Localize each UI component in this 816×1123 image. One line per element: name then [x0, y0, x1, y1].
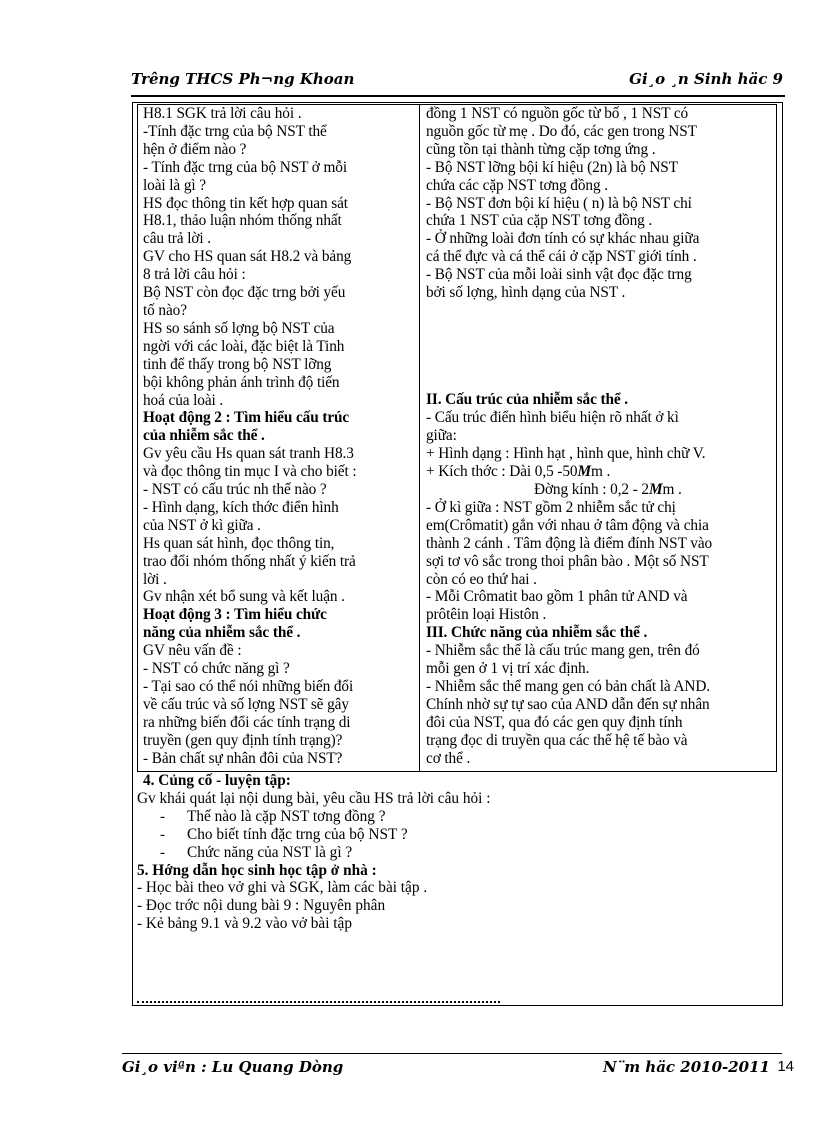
- left-line: - Bản chất sự nhân đôi của NST?: [143, 749, 343, 767]
- homework-item: - Học bài theo vở ghi và SGK, làm các bài tập .: [137, 879, 428, 897]
- header-subject: Gi¸o ¸n Sinh häc 9: [629, 70, 783, 88]
- right-line: giữa:: [426, 427, 457, 445]
- content-column: [426, 105, 776, 768]
- left-line: ra những biến đổi các tính trạng di: [143, 713, 351, 731]
- right-line: - Ở kì giữa : NST gồm 2 nhiễm sắc tử chị: [426, 498, 676, 516]
- right-line: + Hình dạng : Hình hạt , hình que, hình chữ V.: [426, 445, 706, 463]
- right-line: bởi số lợng, hình dạng của NST .: [426, 284, 626, 302]
- bullet-dash: -: [160, 807, 166, 825]
- right-line: chứa các cặp NST tơng đồng .: [426, 176, 608, 194]
- question-text: Thế nào là cặp NST tơng đồng ?: [187, 807, 386, 825]
- left-line: H8.1, thảo luận nhóm thống nhất: [143, 212, 342, 230]
- section-ii-heading: II. Cấu trúc của nhiễm sắc thể .: [426, 391, 629, 409]
- left-line: trao đổi nhóm thống nhất ý kiến trả: [143, 552, 356, 570]
- left-line: truyền (gen quy định tính trạng)?: [143, 731, 343, 749]
- homework-item: - Đọc trớc nội dung bài 9 : Nguyên phân: [137, 897, 386, 915]
- left-line: về cấu trúc và số lợng NST sẽ gây: [143, 695, 349, 713]
- left-line: của NST ở kì giữa .: [143, 516, 261, 534]
- left-line: GV cho HS quan sát H8.2 và bảng: [143, 248, 352, 266]
- left-line: hoá của loài .: [143, 391, 224, 409]
- right-line: - Bộ NST đơn bội kí hiệu ( n) là bộ NST chỉ: [426, 194, 692, 212]
- question-text: Cho biết tính đặc trng của bộ NST ?: [187, 825, 408, 843]
- left-line: -Tính đặc trng của bộ NST thể: [143, 122, 327, 140]
- header-rule: [131, 95, 785, 97]
- section-4-title: 4. Củng cố - luyện tập:: [143, 772, 291, 789]
- question-item: [137, 808, 777, 826]
- right-line: - Nhiễm sắc thể mang gen có bản chất là AND.: [426, 677, 711, 695]
- footer-rule: [122, 1053, 782, 1054]
- right-line: prôtêin loại Histôn .: [426, 606, 547, 624]
- question-item: [137, 844, 777, 862]
- section-iii-heading: III. Chức năng của nhiễm sắc thể .: [426, 624, 648, 642]
- footer-teacher: Gi¸o viªn : Lu Quang Dòng: [122, 1058, 344, 1076]
- spacer: [426, 302, 776, 392]
- right-line: đôi của NST, qua đó các gen quy định tính: [426, 713, 683, 731]
- left-line: HS đọc thông tin kết hợp quan sát: [143, 194, 348, 212]
- right-line: - Bộ NST của mỗi loài sinh vật đọc đặc trng: [426, 266, 692, 284]
- dotted-rule: [137, 1001, 500, 1003]
- header-school: Trêng THCS Ph¬ng Khoan: [131, 70, 355, 88]
- right-line: cơ thể .: [426, 749, 471, 767]
- left-line: H8.1 SGK trả lời câu hỏi .: [143, 105, 302, 122]
- bullet-dash: -: [160, 843, 166, 861]
- size-diameter-line: [426, 481, 776, 499]
- question-text: Chức năng của NST là gì ?: [187, 843, 353, 861]
- right-line: - Cấu trúc điển hình biểu hiện rõ nhất ở kì: [426, 409, 679, 427]
- right-line: nguồn gốc từ mẹ . Do đó, các gen trong NST: [426, 122, 697, 140]
- length-label: + Kích thớc : Dài 0,5 -50: [426, 463, 578, 481]
- right-line: - Mỗi Crômatit bao gồm 1 phân tử AND và: [426, 588, 688, 606]
- left-line: tinh để thấy trong bộ NST lỡng: [143, 355, 332, 373]
- column-divider: [419, 105, 420, 771]
- left-line: Bộ NST còn đọc đặc trng bởi yếu: [143, 284, 346, 302]
- activity-2-heading: Hoạt động 2 : Tìm hiểu cấu trúc: [143, 409, 350, 427]
- left-line: GV nêu vấn đề :: [143, 642, 242, 660]
- left-line: - NST có cấu trúc nh thế nào ?: [143, 481, 327, 499]
- activity-2-heading: của nhiễm sắc thể .: [143, 427, 265, 445]
- left-line: ngời với các loài, đặc biệt là Tinh: [143, 337, 345, 355]
- right-line: còn có eo thứ hai .: [426, 570, 537, 588]
- footer-year: N¨m häc 2010-2011: [602, 1058, 770, 1076]
- left-line: - NST có chức năng gì ?: [143, 660, 290, 678]
- left-line: lời .: [143, 570, 167, 588]
- left-line: câu trả lời .: [143, 230, 211, 248]
- homework-item: - Kẻ bảng 9.1 và 9.2 vào vở bài tập: [137, 915, 352, 933]
- section-4-intro: Gv khái quát lại nội dung bài, yêu cầu HS trả lời câu hỏi :: [137, 789, 491, 807]
- micro-symbol: M: [648, 481, 663, 498]
- question-item: [137, 826, 777, 844]
- teacher-student-column: [143, 105, 415, 768]
- summary-section: [137, 772, 777, 933]
- right-line: cũng tồn tại thành từng cặp tơng ứng .: [426, 140, 656, 158]
- unit-suffix: m .: [662, 481, 682, 498]
- page-number: 14: [777, 1058, 794, 1075]
- unit-suffix: m .: [590, 463, 611, 481]
- right-line: chứa 1 NST của cặp NST tơng đồng .: [426, 212, 653, 230]
- activity-3-heading: Hoạt động 3 : Tìm hiểu chức: [143, 606, 327, 624]
- section-5-title: 5. Hớng dẫn học sinh học tập ở nhà :: [137, 861, 377, 879]
- left-line: và đọc thông tin mục I và cho biết :: [143, 463, 357, 481]
- right-line: đồng 1 NST có nguồn gốc từ bố , 1 NST có: [426, 105, 689, 122]
- bullet-dash: -: [160, 825, 166, 843]
- right-line: - Nhiễm sắc thể là cấu trúc mang gen, trên đó: [426, 642, 700, 660]
- left-line: Hs quan sát hình, đọc thông tin,: [143, 534, 335, 552]
- right-line: em(Crômatit) gắn với nhau ở tâm động và chia: [426, 516, 709, 534]
- size-length-line: [426, 463, 776, 481]
- right-line: Chính nhờ sự tự sao của AND dẫn đến sự nhân: [426, 695, 710, 713]
- right-line: - Ở những loài đơn tính có sự khác nhau giữa: [426, 230, 700, 248]
- left-line: loài là gì ?: [143, 176, 206, 194]
- left-line: - Tại sao có thể nói những biến đổi: [143, 678, 354, 695]
- left-line: 8 trả lời câu hỏi :: [143, 266, 246, 284]
- right-line: thành 2 cánh . Tâm động là điểm đính NST vào: [426, 534, 713, 552]
- left-line: hện ở điểm nào ?: [143, 140, 247, 158]
- left-line: HS so sánh số lợng bộ NST của: [143, 319, 335, 337]
- left-line: tố nào?: [143, 301, 187, 319]
- left-line: bội không phản ánh trình độ tiến: [143, 373, 340, 391]
- right-line: cá thể đực và cá thể cái ở cặp NST giới tính .: [426, 248, 697, 266]
- left-line: - Hình dạng, kích thớc điển hình: [143, 498, 339, 516]
- lesson-table: [137, 104, 777, 772]
- diameter-label: Đờng kính : 0,2 - 2: [534, 481, 649, 498]
- right-line: mỗi gen ở 1 vị trí xác định.: [426, 660, 590, 678]
- left-line: Gv nhận xét bổ sung và kết luận .: [143, 588, 345, 606]
- micro-symbol: M: [577, 463, 591, 481]
- left-line: - Tính đặc trng của bộ NST ở mỗi: [143, 158, 348, 176]
- left-line: Gv yêu cầu Hs quan sát tranh H8.3: [143, 445, 354, 463]
- activity-3-heading: năng của nhiễm sắc thể .: [143, 624, 301, 642]
- right-line: - Bộ NST lỡng bội kí hiệu (2n) là bộ NST: [426, 158, 678, 176]
- right-line: sợi tơ vô sắc trong thoi phân bào . Một số NST: [426, 552, 709, 570]
- right-line: trạng đọc di truyền qua các thế hệ tế bào và: [426, 731, 688, 749]
